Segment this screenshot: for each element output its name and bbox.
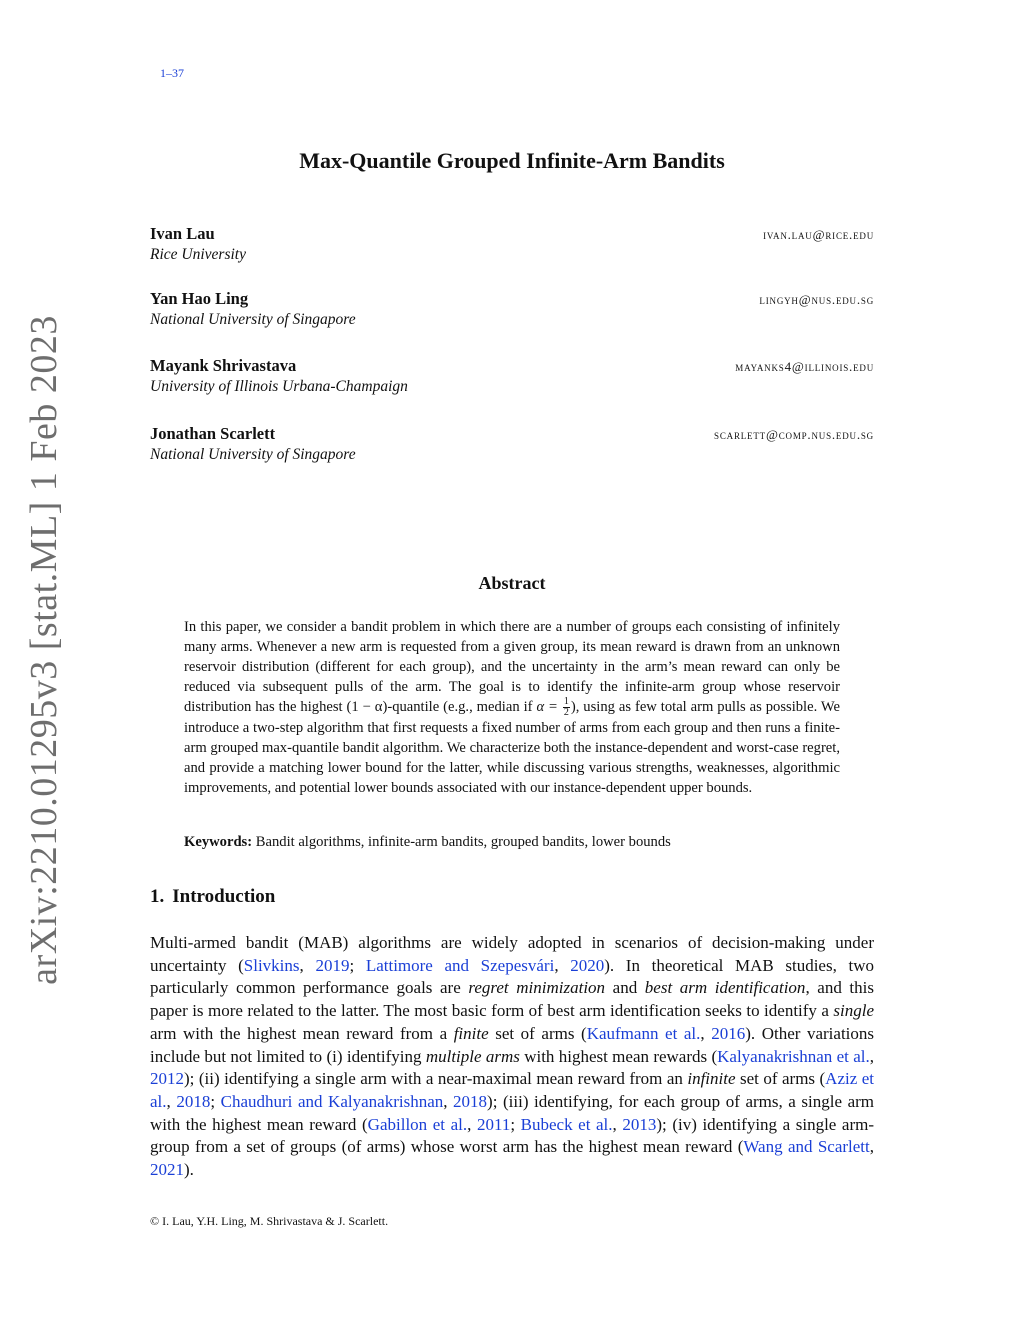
citation-link[interactable]: Aziz et al. (150, 1069, 874, 1111)
text-run: , (869, 1046, 874, 1066)
citation-link[interactable]: Chaudhuri and Kalyanakrishnan (220, 1091, 444, 1111)
text-run: , (443, 1091, 454, 1111)
author-email[interactable]: mayanks4@illinois.edu (735, 359, 874, 374)
text-run: ). In theoretical MAB studies, two particularly common performance goals are (150, 955, 874, 998)
author-block (150, 356, 874, 396)
citation-link[interactable]: Slivkins (243, 955, 300, 975)
text-run: , (869, 1137, 874, 1157)
text-run: ); (ii) identifying a single arm with a near-maximal mean reward from an (184, 1069, 688, 1089)
abstract-text: ), using as few total arm pulls as possible. We introduce a two-step algorithm that first requests a fixed number of arms from each group and then runs a finite-arm grouped max-quantile bandit algorithm. We characterize both the instance-dependent and worst-case regret, and provide a matching lower bound for the latter, while discussing various strengths, weaknesses, algorithmic improvements, and potential lower bounds associated with our instance-dependent upper bounds. (184, 699, 840, 797)
citation-link[interactable]: 2018 (453, 1091, 488, 1111)
text-run: , (166, 1091, 177, 1111)
author-name: Yan Hao Ling (150, 289, 249, 308)
section-title: Introduction (172, 886, 276, 907)
text-run: , (612, 1114, 623, 1134)
emphasis: regret minimization (468, 978, 606, 998)
page-range: 1–37 (160, 66, 184, 80)
section-number: 1. (150, 886, 165, 907)
citation-link[interactable]: 2020 (570, 955, 605, 975)
text-run: arm with the highest mean reward from a (150, 1023, 454, 1043)
author-email[interactable]: lingyh@nus.edu.sg (759, 292, 874, 307)
paper-title: Max-Quantile Grouped Infinite-Arm Bandits (299, 148, 725, 173)
text-run: Multi-armed bandit (MAB) algorithms are widely adopted in scenarios of decision-making under uncertainty ( (150, 933, 874, 975)
author-block (150, 424, 874, 464)
math-alpha: α = (536, 699, 562, 715)
text-run: ; (510, 1114, 521, 1134)
citation-link[interactable]: 2016 (711, 1023, 746, 1043)
abstract-heading: Abstract (478, 573, 546, 593)
citation-link[interactable]: Kalyanakrishnan et al. (717, 1046, 870, 1066)
author-block (150, 224, 874, 264)
citation-link[interactable]: Bubeck et al. (520, 1114, 613, 1134)
section-heading (150, 886, 275, 908)
citation-link[interactable]: Kaufmann et al. (586, 1023, 701, 1043)
citation-link[interactable]: 2013 (622, 1114, 657, 1134)
author-email[interactable]: scarlett@comp.nus.edu.sg (714, 427, 874, 442)
citation-link[interactable]: 2018 (176, 1091, 211, 1111)
abstract-text: In this paper, we consider a bandit problem in which there are a number of groups each consisting of infinitely many arms. Whenever a new arm is requested from a given group, its mean reward is drawn from an unknown reservoir distribution (different for each group), and the uncertainty in the arm’s mean reward can only be reduced via subsequent pulls of the arm. The goal is to identify the infinite-arm group whose reservoir distribution has the highest (184, 619, 840, 715)
author-affiliation: University of Illinois Urbana-Champaign (150, 378, 408, 395)
text-run: ); (iii) identifying, for each group of arms, a single arm with the highest mean reward ( (150, 1091, 874, 1134)
text-run: , and this paper is more related to the latter. The most basic form of best arm identification seeks to identify a (150, 978, 874, 1021)
arxiv-stamp: arXiv:2210.01295v3 [stat.ML] 1 Feb 2023 (23, 315, 65, 985)
abstract-text: -quantile (e.g., median if (387, 699, 537, 715)
emphasis: single (833, 1001, 874, 1021)
abstract-body (184, 617, 840, 798)
text-run: , (554, 955, 571, 975)
text-run: , (467, 1114, 477, 1134)
citation-link[interactable]: Wang and Scarlett (743, 1137, 870, 1157)
citation-link[interactable]: 2019 (315, 955, 350, 975)
text-run: ; (349, 955, 366, 975)
author-affiliation: National University of Singapore (150, 311, 356, 328)
keywords (184, 834, 840, 851)
text-run: set of arms ( (735, 1069, 826, 1089)
keywords-label: Keywords: (184, 834, 253, 850)
emphasis: infinite (687, 1069, 736, 1089)
fraction-one-half (563, 697, 570, 718)
text-run: set of arms ( (488, 1023, 587, 1043)
text-run: ); (iv) identifying a single arm-group from a set of groups (of arms) whose worst arm has the highest mean reward ( (150, 1114, 875, 1157)
keywords-text: Bandit algorithms, infinite-arm bandits, grouped bandits, lower bounds (255, 834, 671, 850)
citation-link[interactable]: Gabillon et al. (367, 1114, 468, 1134)
author-name: Mayank Shrivastava (150, 356, 297, 375)
author-affiliation: National University of Singapore (150, 446, 356, 463)
text-run: , (299, 955, 316, 975)
emphasis: best arm identification (644, 978, 806, 998)
author-block (150, 289, 874, 329)
citation-link[interactable]: Lattimore and Szepesvári (365, 955, 555, 975)
copyright-footer: © I. Lau, Y.H. Ling, M. Shrivastava & J. Scarlett. (150, 1214, 389, 1228)
author-affiliation: Rice University (150, 246, 246, 263)
text-run: , (700, 1023, 712, 1043)
citation-link[interactable]: 2011 (476, 1114, 511, 1134)
emphasis: finite (453, 1023, 489, 1043)
citation-link[interactable]: 2021 (150, 1160, 184, 1180)
math-quantile: (1 − α) (346, 699, 388, 715)
fraction-numerator: 1 (563, 696, 569, 708)
text-run: with highest mean rewards ( (519, 1046, 718, 1066)
author-name: Ivan Lau (150, 224, 215, 243)
text-run: ). Other variations include but not limited to (i) identifying (150, 1023, 875, 1066)
intro-paragraph (150, 932, 874, 1182)
emphasis: multiple arms (425, 1046, 520, 1066)
text-run: and (605, 978, 645, 998)
text-run: ). (184, 1160, 194, 1180)
citation-link[interactable]: 2012 (150, 1069, 184, 1089)
author-name: Jonathan Scarlett (150, 424, 276, 443)
text-run: ; (210, 1091, 221, 1111)
fraction-denominator: 2 (563, 707, 569, 719)
author-email[interactable]: ivan.lau@rice.edu (763, 227, 874, 242)
